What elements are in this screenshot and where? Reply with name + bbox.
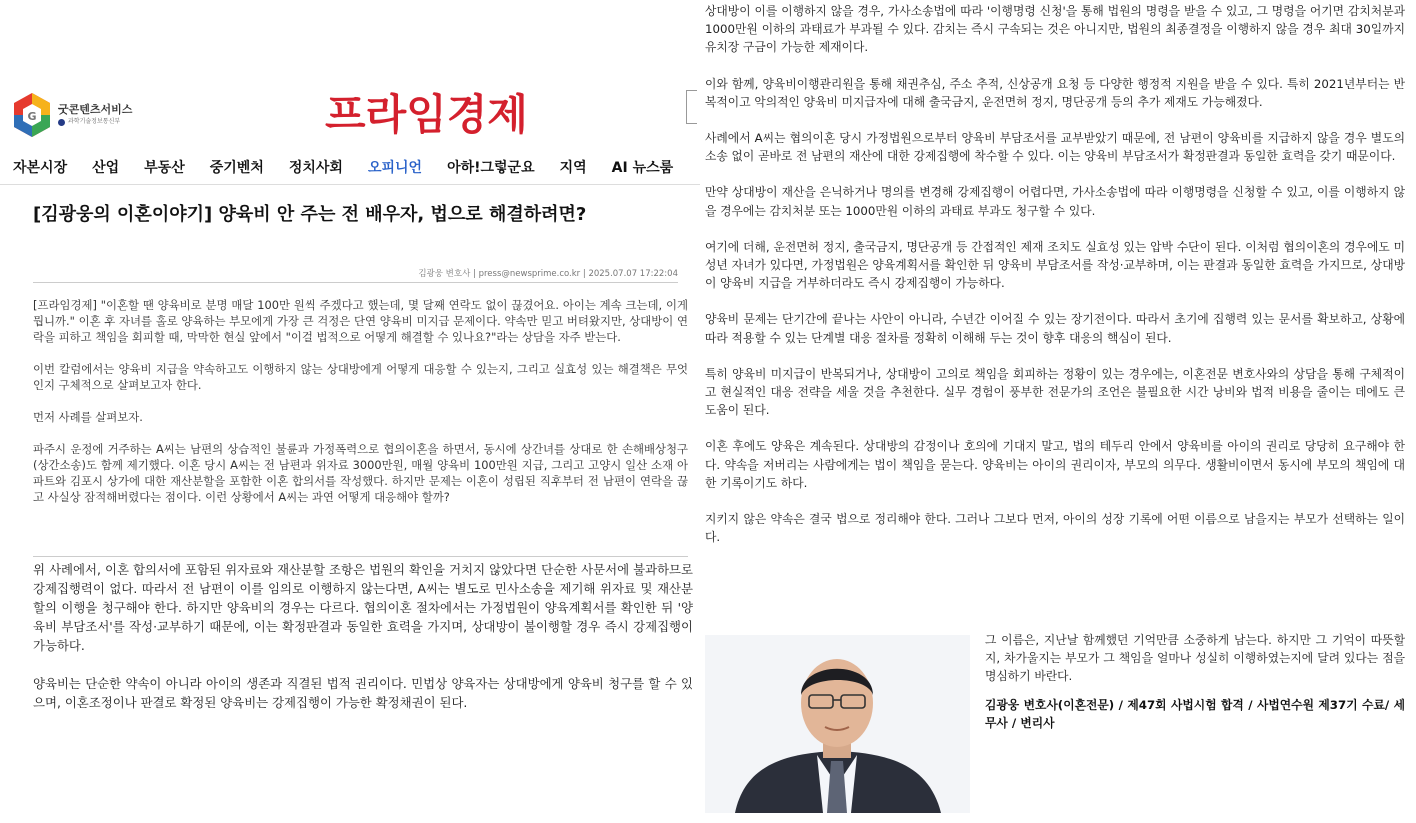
article-intro — [33, 297, 688, 521]
byline-divider — [33, 282, 678, 283]
site-logo[interactable]: 프라임경제 — [325, 90, 528, 139]
paragraph: 양육비는 단순한 약속이 아니라 아이의 생존과 직결된 법적 권리이다. 민법상 양육자는 상대방에게 양육비 청구를 할 수 있으며, 이혼조정이나 판결로 확정된 양육비는 강제집행이 가능한 확정채권이 된다. — [33, 676, 693, 710]
paragraph: 상대방이 이를 이행하지 않을 경우, 가사소송법에 따라 '이행명령 신청'을 통해 법원의 명령을 받을 수 있고, 그 명령을 어기면 감치처분과 1000만원 이하의 과태료가 부과될 수 있다. 감치는 즉시 구속되는 것은 아니지만, 법원의 최종결정을 이행하지 않을 경우 최대 30일까지 유치장 구금이 가능한 제재이다. — [705, 4, 1405, 55]
nav-item-opinion[interactable]: 오피니언 — [367, 160, 423, 176]
closing-paragraph: 그 이름은, 지난날 함께했던 기억만큼 소중하게 남는다. 하지만 그 기억이 따뜻할지, 차가울지는 부모가 그 책임을 얼마나 성실히 이행하였는지에 달려 있다는 점을 명심하기 바란다. — [985, 633, 1405, 684]
badge-name: 굿콘텐츠서비스 — [58, 103, 133, 117]
nav-item-industry[interactable]: 산업 — [92, 160, 120, 176]
paragraph: 특히 양육비 미지급이 반복되거나, 상대방이 고의로 책임을 회피하는 정황이 있는 경우에는, 이혼전문 변호사와의 상담을 통해 구체적이고 현실적인 대응 전략을 세울 것을 추천한다. 실무 경험이 풍부한 전문가의 조언은 불필요한 시간 낭비와 법적 비용을 줄이는 데에도 큰 도움이 된다. — [705, 366, 1405, 418]
section-divider — [33, 556, 688, 557]
badge-sub: 과학기술정보통신부 — [68, 117, 121, 125]
nav-item-real-estate[interactable]: 부동산 — [144, 160, 185, 176]
paragraph: 파주시 운정에 거주하는 A씨는 남편의 상습적인 불륜과 가정폭력으로 협의이혼을 하면서, 동시에 상간녀를 상대로 한 손해배상청구(상간소송)도 함께 제기했다. 이혼 당시 A씨는 전 남편과 위자료 3000만원, 매월 양육비 100만원 지급, 그리고 고양시 일산 소재 아파트와 김포시 상가에 대한 재산분할을 포함한 이혼 합의서를 작성했다. 하지만 문제는 이혼이 성립된 직후부터 전 남편이 연락을 끊고 사실상 잠적해버렸다는 점이다. 이런 상황에서 A씨는 과연 어떻게 대응해야 할까? — [33, 442, 688, 504]
good-content-logo-icon — [12, 92, 52, 138]
paragraph: 사례에서 A씨는 협의이혼 당시 가정법원으로부터 양육비 부담조서를 교부받았기 때문에, 전 남편이 양육비를 지급하지 않을 경우 별도의 소송 없이 곧바로 전 남편의 재산에 대한 강제집행에 착수할 수 있다. 이는 양육비 부담조서가 확정판결과 동일한 효력을 갖기 때문이다. — [705, 131, 1405, 164]
paragraph: 지키지 않은 약속은 결국 법으로 정리해야 한다. 그러나 그보다 먼저, 아이의 성장 기록에 어떤 이름으로 남을지는 부모가 선택하는 일이다. — [705, 512, 1405, 545]
right-page — [700, 0, 1416, 823]
nav-item-venture[interactable]: 중기벤처 — [209, 160, 264, 176]
paragraph: 이혼 후에도 양육은 계속된다. 상대방의 감정이나 호의에 기대지 말고, 법의 테두리 안에서 양육비를 아이의 권리로 당당히 요구해야 한다. 약속을 저버리는 사람에게는 법이 책임을 묻는다. 양육비는 아이의 권리이자, 부모의 의무다. 생활비이면서 동시에 부모의 책임에 대한 기록이기도 하다. — [705, 439, 1405, 490]
paragraph: 양육비 문제는 단기간에 끝나는 사안이 아니라, 수년간 이어질 수 있는 장기전이다. 따라서 초기에 집행력 있는 문서를 확보하고, 상황에 따라 적용할 수 있는 단계별 대응 절차를 정확히 이해해 두는 것이 향후 대응의 핵심이 된다. — [705, 312, 1405, 345]
nav-item-region[interactable]: 지역 — [559, 160, 587, 176]
article-body-right — [705, 2, 1405, 564]
nav-item-capital-market[interactable]: 자본시장 — [13, 160, 68, 176]
article-body-left — [33, 560, 693, 731]
left-page — [0, 0, 700, 823]
paragraph: 위 사례에서, 이혼 합의서에 포함된 위자료와 재산분할 조항은 법원의 확인을 거치지 않았다면 단순한 사문서에 불과하므로 강제집행력이 없다. 따라서 전 남편이 이를 임의로 이행하지 않는다면, A씨는 별도로 민사소송을 제기해 위자료 및 재산분할의 이행을 청구해야 한다. 하지만 양육비의 경우는 다르다. 협의이혼 절차에서는 가정법원이 양육계획서를 확인한 뒤 '양육비 부담조서'를 작성·교부하기 때문에, 이는 확정판결과 동일한 효력을 가지며, 상대방이 불이행할 경우 즉시 강제집행이 가능하다. — [33, 562, 693, 653]
author-portrait-icon — [705, 635, 970, 813]
paragraph: [프라임경제] "이혼할 땐 양육비로 분명 매달 100만 원씩 주겠다고 했는데, 몇 달째 연락도 없이 끊겼어요. 아이는 계속 크는데, 이게 뭡니까." 이혼 후 자녀를 홀로 양육하는 부모에게 가장 큰 걱정은 단연 양육비 미지급 문제이다. 약속만 믿고 버텨왔지만, 상대방이 연락을 피하고 책임을 회피할 때, 막막한 현실 앞에서 "이걸 법적으로 어떻게 해결할 수 있나요?"라는 상담을 자주 받는다. — [33, 298, 688, 344]
article-title: [김광웅의 이혼이야기] 양육비 안 주는 전 배우자, 법으로 해결하려면? — [33, 204, 587, 225]
ministry-emblem-icon — [58, 119, 65, 126]
nav-item-aha[interactable]: 아하!그렇군요 — [447, 160, 535, 176]
good-content-badge — [12, 92, 132, 138]
paragraph: 여기에 더해, 운전면허 정지, 출국금지, 명단공개 등 간접적인 제재 조치도 실효성 있는 압박 수단이 된다. 이처럼 협의이혼의 경우에도 미성년 자녀가 있다면, 가정법원은 양육계획서를 확인한 뒤 양육비 부담조서를 작성·교부하며, 이는 판결과 동일한 효력을 가지므로, 상대방이 양육비 지급을 거부하더라도 즉시 강제집행이 가능하다. — [705, 239, 1405, 291]
main-nav — [13, 157, 698, 181]
author-photo — [705, 635, 970, 813]
paragraph: 만약 상대방이 재산을 은닉하거나 명의를 변경해 강제집행이 어렵다면, 가사소송법에 따라 이행명령을 신청할 수 있고, 이를 이행하지 않을 경우에는 감치처분 또는 1000만원 이하의 과태료 부과도 청구할 수 있다. — [705, 185, 1405, 218]
author-signature: 김광웅 변호사(이혼전문) / 제47회 사법시험 합격 / 사법연수원 제37기 수료/ 세무사 / 변리사 — [985, 697, 1405, 730]
paragraph: 먼저 사례를 살펴보자. — [33, 410, 143, 424]
nav-divider — [0, 184, 700, 185]
paragraph: 이와 함께, 양육비이행관리원을 통해 채권추심, 주소 추적, 신상공개 요청 등 다양한 행정적 지원을 받을 수 있다. 특히 2021년부터는 반복적이고 악의적인 양육비 미지급자에 대해 출국금지, 운전면허 정지, 명단공개 등의 추가 제재도 가능해졌다. — [705, 76, 1405, 109]
nav-item-ai-newsroom[interactable]: AI 뉴스룸 — [611, 160, 674, 176]
svg-text:G: G — [27, 110, 37, 123]
article-byline: 김광웅 변호사 | press@newsprime.co.kr | 2025.07.07 17:22:04 — [418, 269, 678, 279]
page-bracket — [686, 90, 697, 124]
closing-block — [985, 631, 1405, 742]
nav-item-politics[interactable]: 정치사회 — [288, 160, 343, 176]
paragraph: 이번 칼럼에서는 양육비 지급을 약속하고도 이행하지 않는 상대방에게 어떻게 대응할 수 있는지, 그리고 실효성 있는 해결책은 무엇인지 구체적으로 살펴보고자 한다. — [33, 362, 688, 392]
